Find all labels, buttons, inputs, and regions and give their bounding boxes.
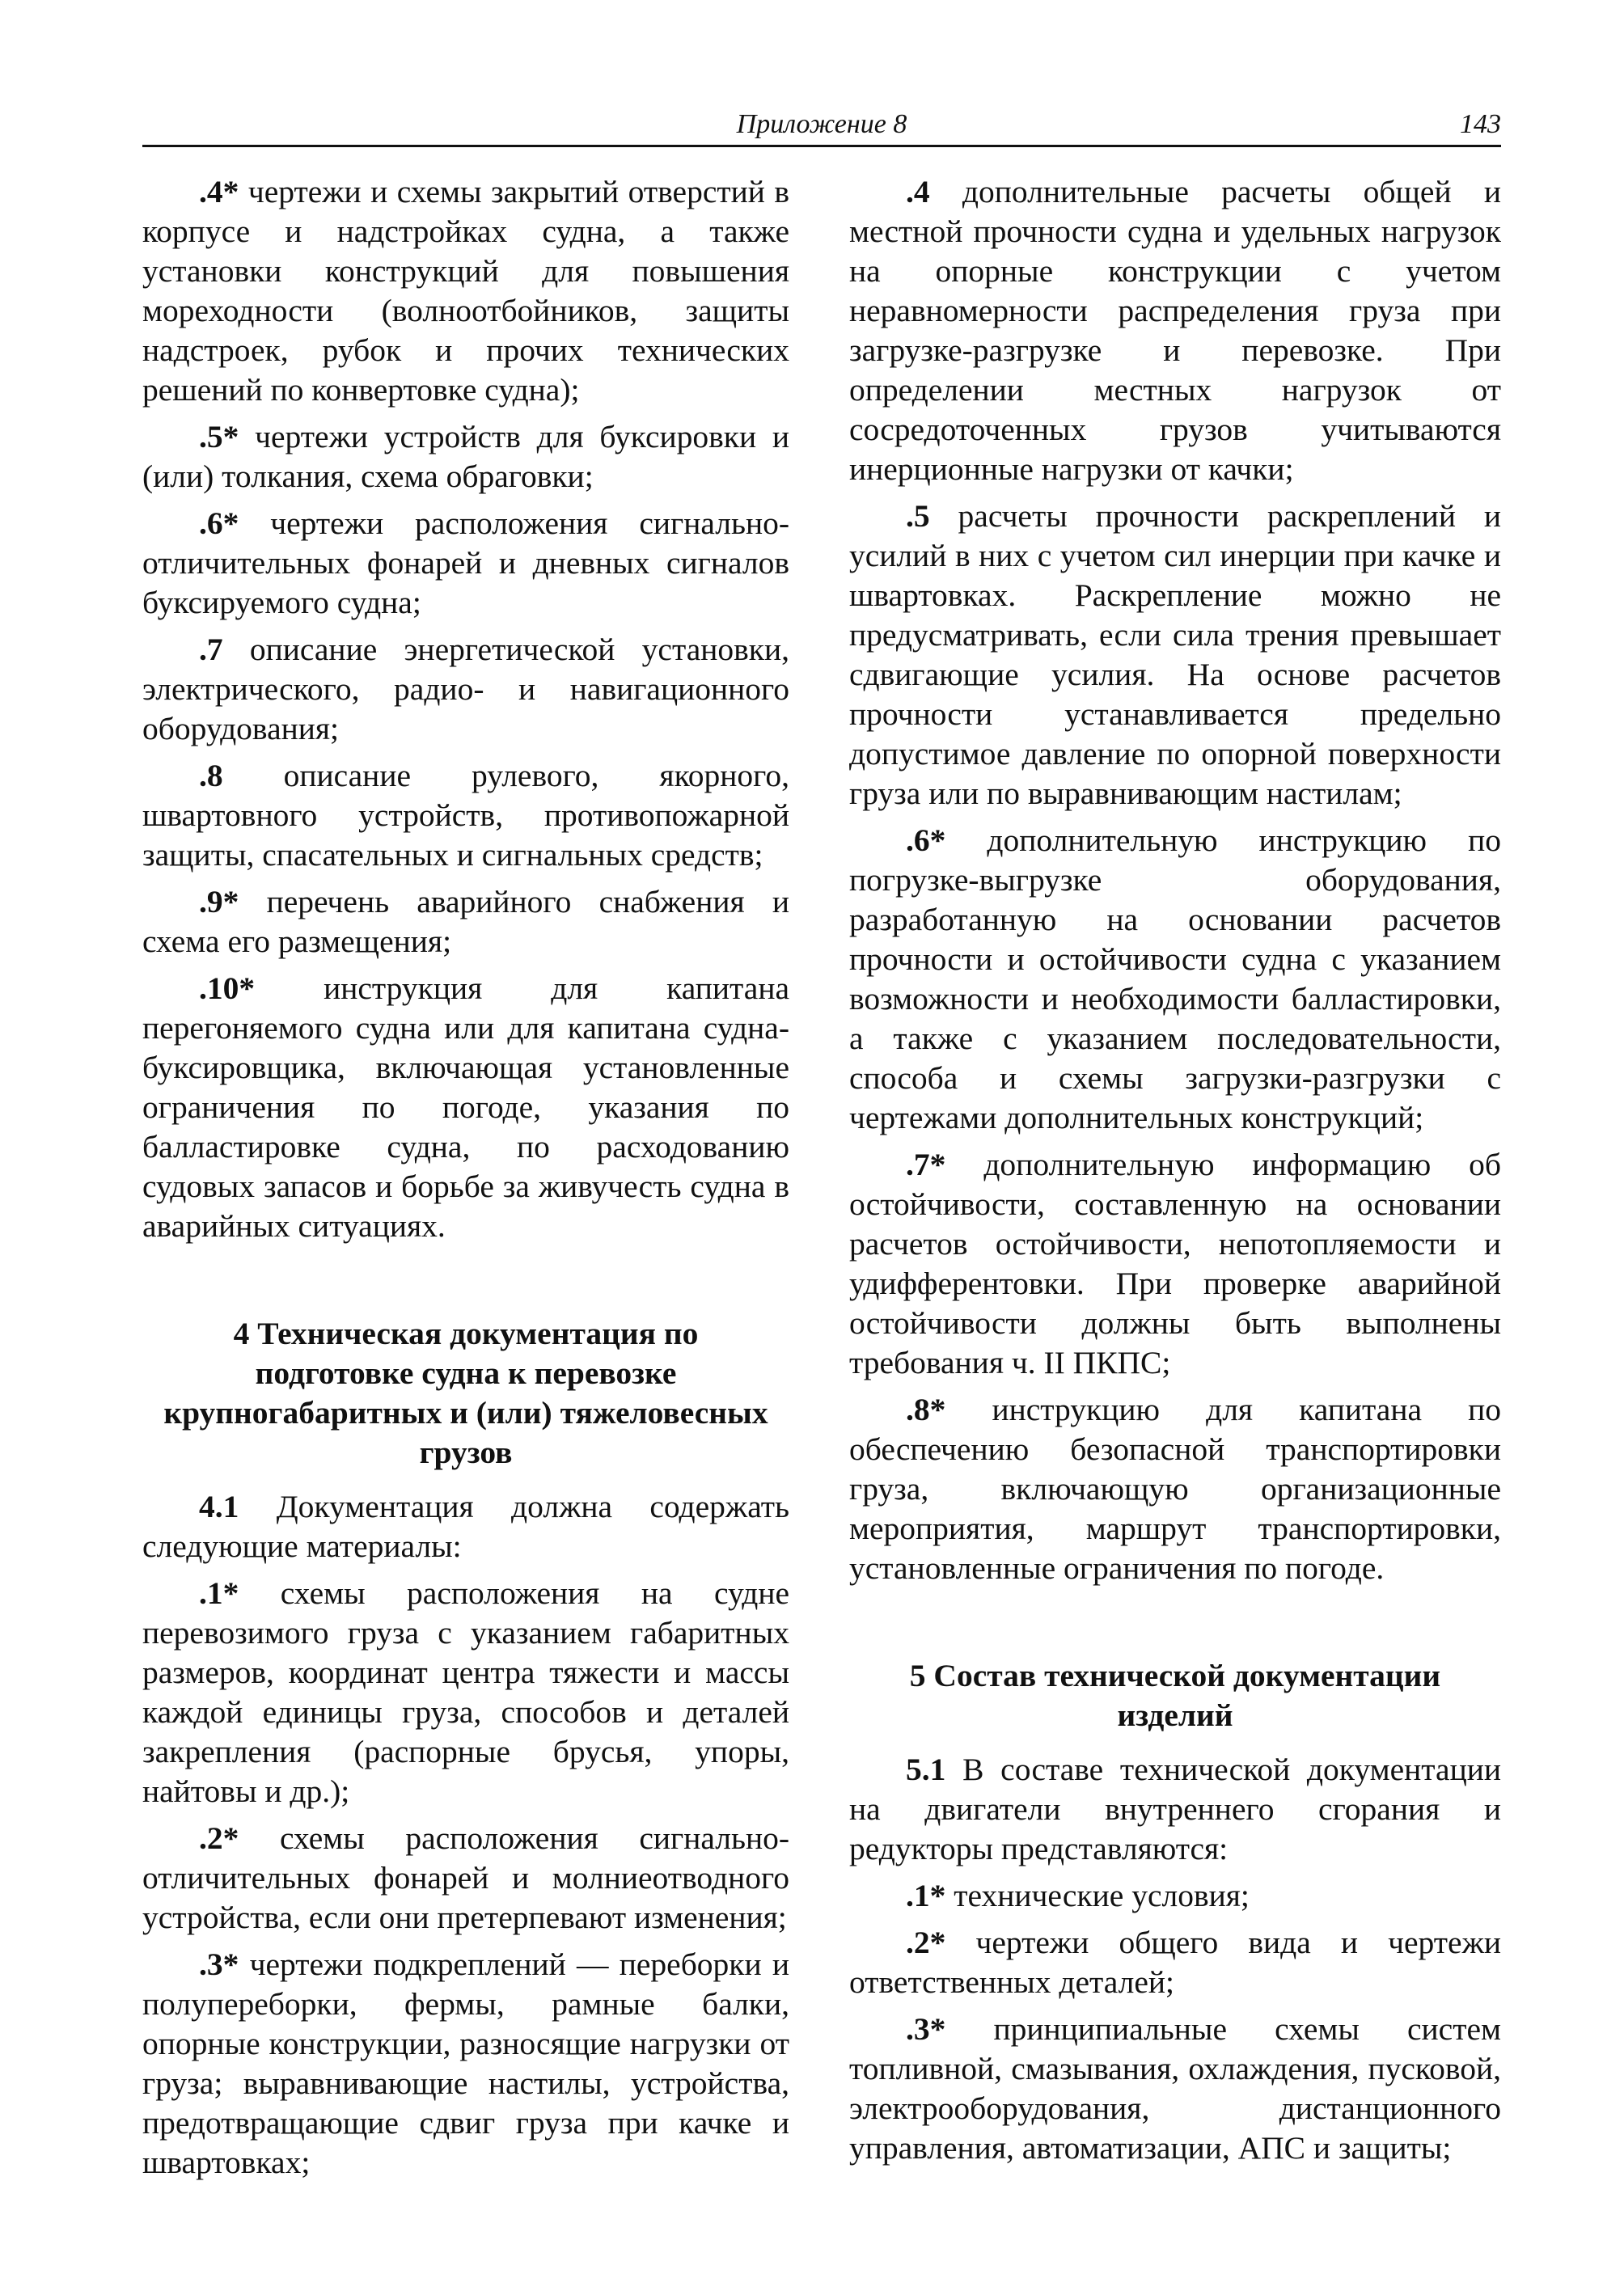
item-text: описание энергетической установки, электрического, радио- и навигационного оборудования; (142, 632, 789, 746)
item-text: дополнительную информацию об остойчивости, составленную на основании расчетов остойчивости, непотопляемости и удифферентовки. При проверке аварийной остойчивости должны быть выполнены требования ч. II ПКПС; (849, 1147, 1502, 1380)
item-number: .4 (906, 174, 930, 209)
list-item (849, 172, 1501, 489)
header-title: Приложение 8 (736, 109, 907, 139)
list-item (142, 969, 789, 1246)
list-item (142, 882, 789, 962)
list-item (849, 2010, 1501, 2168)
item-text: чертежи расположения сигнально-отличительных фонарей и дневных сигналов буксируемого судна; (142, 505, 789, 620)
section-gap (142, 1253, 789, 1314)
list-item (142, 172, 789, 410)
item-number: .6* (906, 822, 946, 858)
section-4-heading: 4 Техническая документация по подготовке судна к перевозке крупногабаритных и (или) тяжеловесных грузов (163, 1316, 768, 1470)
clause-4-1 (142, 1487, 789, 1566)
list-item (142, 756, 789, 875)
item-text: перечень аварийного снабжения и схема его размещения; (142, 884, 789, 959)
list-item (849, 821, 1501, 1138)
item-number: .9* (199, 884, 239, 919)
list-item (849, 1876, 1501, 1916)
item-text: чертежи подкреплений — переборки и полупереборки, фермы, рамные балки, опорные конструкции, разносящие нагрузки от груза; выравнивающие настилы, устройства, предотвращающие сдвиг груза при качке и швартовках; (142, 1947, 789, 2180)
item-number: .7* (906, 1147, 946, 1182)
right-column (849, 172, 1501, 2175)
list-item (849, 1923, 1501, 2002)
item-number: .5* (199, 419, 239, 454)
item-text: дополнительные расчеты общей и местной прочности судна и удельных нагрузок на опорные конструкции с учетом неравномерности распределения груза при загрузке-разгрузке и перевозке. При определении местных нагрузок от сосредоточенных грузов учитываются инерционные нагрузки от качки; (849, 174, 1502, 487)
item-text: инструкцию для капитана по обеспечению безопасной транспортировки груза, включающую организационные мероприятия, маршрут транспортировки, установленные ограничения по погоде. (849, 1392, 1501, 1586)
item-text: чертежи устройств для буксировки и (или) толкания, схема обраговки; (142, 419, 790, 494)
clause-text: Документация должна содержать следующие материалы: (142, 1489, 789, 1564)
item-number: .7 (199, 632, 223, 667)
running-header (142, 108, 1501, 147)
item-text: инструкция для капитана перегоняемого судна или для капитана судна-буксировщика, включающая установленные ограничения по погоде, указания по балластировке судна, по расходованию судовых запасов и борьбе за живучесть судна в аварийных ситуациях. (142, 970, 789, 1244)
list-item (849, 1145, 1501, 1383)
clause-text: В составе технической документации на двигатели внутреннего сгорания и редукторы представляются: (849, 1752, 1502, 1866)
list-item (142, 630, 789, 749)
item-number: .3* (906, 2011, 946, 2047)
clause-number: 4.1 (199, 1489, 239, 1524)
item-number: .3* (199, 1947, 239, 1982)
item-number: .1* (199, 1575, 239, 1611)
page-number: 143 (1460, 109, 1501, 139)
clause-number: 5.1 (906, 1752, 946, 1787)
item-number: .6* (199, 505, 239, 541)
item-text: принципиальные схемы систем топливной, смазывания, охлаждения, пусковой, электрооборудования, дистанционного управления, автоматизации, АПС и защиты; (849, 2011, 1502, 2166)
list-item (142, 1574, 789, 1811)
item-text: дополнительную инструкцию по погрузке-выгрузке оборудования, разработанную на основании расчетов прочности и остойчивости судна с указанием возможности и необходимости балластировки, а также с указанием последовательности, способа и схемы загрузки-разгрузки с чертежами дополнительных конструкций; (849, 822, 1501, 1135)
section-5-heading: 5 Состав технической документации изделий (909, 1658, 1441, 1733)
item-number: .2* (199, 1820, 239, 1856)
item-number: .2* (906, 1925, 946, 1960)
item-number: .8 (199, 758, 223, 793)
item-number: .1* (906, 1878, 946, 1913)
item-number: .8* (906, 1392, 946, 1427)
list-item (849, 1390, 1501, 1588)
item-text: технические условия; (954, 1878, 1250, 1913)
item-text: чертежи общего вида и чертежи ответственных деталей; (849, 1925, 1501, 2000)
item-number: .5 (906, 498, 930, 534)
item-text: расчеты прочности раскреплений и усилий в них с учетом сил инерции при качке и швартовках. Раскрепление можно не предусматривать, если сила трения превышает сдвигающие усилия. На основе расчетов прочности устанавливается предельно допустимое давление по опорной поверхности груза или по выравнивающим настилам; (849, 498, 1502, 811)
item-number: .4* (199, 174, 239, 209)
list-item (142, 1945, 789, 2183)
item-text: описание рулевого, якорного, швартовного устройств, противопожарной защиты, спасательных и сигнальных средств; (142, 758, 789, 873)
list-item (142, 1819, 789, 1938)
item-text: схемы расположения сигнально-отличительных фонарей и молниеотводного устройства, если они претерпевают изменения; (142, 1820, 789, 1935)
item-text: схемы расположения на судне перевозимого груза с указанием габаритных размеров, координат центра тяжести и массы каждой единицы груза, способов и деталей закрепления (распорные брусья, упоры, найтовы и др.); (142, 1575, 790, 1809)
list-item (142, 417, 789, 497)
left-column (142, 172, 789, 2190)
section-gap (849, 1596, 1501, 1656)
list-item (142, 504, 789, 623)
item-text: чертежи и схемы закрытий отверстий в корпусе и надстройках судна, а также установки конструкций для повышения мореходности (волноотбойников, защиты надстроек, рубок и прочих технических решений по конвертовке судна); (142, 174, 789, 408)
item-number: .10* (199, 970, 256, 1006)
clause-5-1 (849, 1750, 1501, 1869)
list-item (849, 497, 1501, 814)
